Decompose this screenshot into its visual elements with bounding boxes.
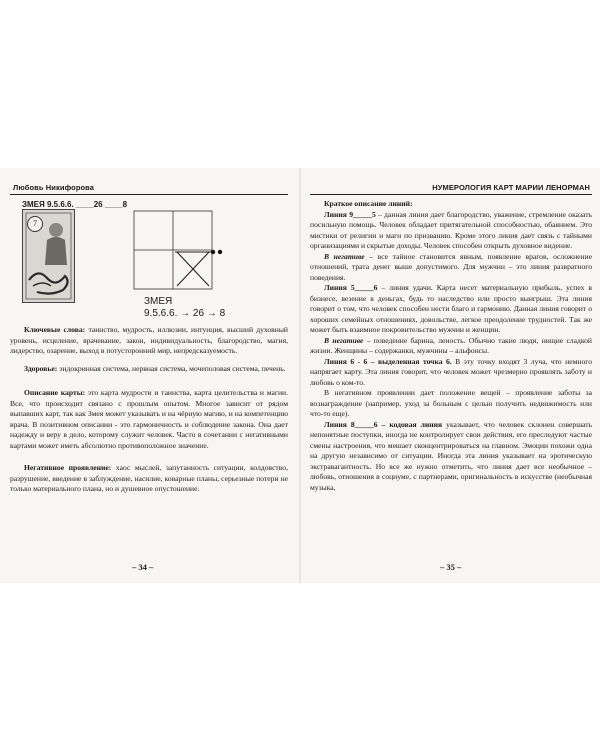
running-head-author: Любовь Никифорова	[10, 183, 288, 195]
line-9-label: Линия 9_____5	[324, 209, 376, 219]
description-text: это карта мудрости и таинства, карта целительства и магии. Все, что происходит связано с прошлым опытом. Многое зависит от рядом выпавших карт, так как Змея может указывать и на чёрную магию, и на компетенцию врача. В позитивном описании - это гармоничность и соблюдение закона. Она дает надежду и веру в дело, которому служит человек. Часто в сочетании с негативными картами может иметь абсолютно противоположное значение.	[10, 388, 288, 450]
line-9-paragraph	[310, 210, 592, 252]
health-paragraph	[10, 364, 288, 375]
card-number: 7	[27, 216, 43, 232]
line-8-label: Линия 8_____6 – кодовая линия	[324, 419, 443, 429]
keywords-text: таинство, мудрость, иллюзии, интуиция, высший духовный уровень, исцеление, врачевание, закон, индивидуальность, благородство, магия, лидерство, озарение, выход в потусторонний мир, непредсказуемость.	[10, 325, 288, 355]
page-number-left: – 34 –	[132, 562, 154, 572]
card-header: ЗМЕЯ 9.5.6.6. ____26 ____8	[22, 200, 128, 209]
negative-1-text: – все тайное становится явным, появление врагов, осложнение отношений, трата денег выше допустимого. Для мужчин – это линия развратного поведения.	[310, 251, 592, 282]
diagram-caption	[144, 296, 225, 320]
line-8-paragraph	[310, 420, 592, 494]
card-figure-icon	[23, 210, 74, 302]
negative-2-label: В негативе	[324, 335, 364, 345]
line-8-text: указывает, что человек склонен совершать непонятные поступки, иногда не контролирует свои действия, его преследуют частые смены настроения, что мешает сконцентрироваться на главном. Эмоции похожи одна на другую независимо от ситуации. Иногда эта линия указывает на эротическую экстравагантность. Но все же нужно отметить, что линия дает все необычное – любовь, отношения в социуме, с партнерами, оригинальность в искусстве (необычная музыка,	[310, 419, 592, 492]
keywords-paragraph	[10, 325, 288, 357]
line-6-6-text: В эту точку входят 3 луча, что немного напрягает карту. Эта линия говорит, что человек может чрезмерно проявлять заботу и любовь о ком-то.	[310, 356, 592, 387]
line-6-6-paragraph	[310, 357, 592, 389]
line-9-text: – данная линия дает благородство, уважение, стремление оказать посильную помощь. Человек обладает притягательной способностью, обаянием. Это мистики от религии и маги по призванию. Кроме этого линия дает связь с тайными организациями и скрытые доходы. Человек способен открыть духовное видение.	[310, 209, 592, 250]
diagram-formula: 9.5.6.6. → 26 → 8	[144, 308, 226, 319]
negative-2-paragraph	[310, 336, 592, 357]
diagram-title: ЗМЕЯ	[144, 296, 173, 307]
keywords-label: Ключевые слова:	[24, 325, 86, 334]
negative-3-paragraph: В негативном проявлении дает положение вещей – проявление заботы за вознаграждение (например, уход за больным с целью получить недвижимость или что-то еще).	[310, 388, 592, 418]
left-body	[10, 325, 288, 495]
negative-1-label: В негативе	[324, 251, 365, 261]
page-number-right: – 35 –	[440, 562, 462, 572]
health-text: эндокринная система, нервная система, мочеполовая система, печень.	[59, 363, 286, 373]
snake-card-illustration	[22, 209, 75, 303]
negative-1-paragraph	[310, 252, 592, 284]
line-5-paragraph	[310, 283, 592, 336]
negative-2-text: – поведение барина, леность. Обычно такие люди, нищие сладкой жизни. Женщины – содержанки, мужчины – альфонсы.	[310, 335, 592, 355]
left-page	[10, 183, 288, 211]
line-6-6-label: Линия 6 - 6 – выделенная точка 6.	[324, 356, 452, 366]
health-label: Здоровье:	[24, 363, 58, 373]
negative-text: хаос мыслей, запутанность ситуации, колдовство, разрушение, введение в заблуждение, насилие, коварные планы, серьезные потери не только материального плана, но и душевное опустошение.	[10, 463, 288, 493]
book-gutter	[299, 168, 301, 583]
line-5-text: – линия удачи. Карта несет материальную прибыль, успех в бизнесе, везение в деньгах, будь то наследство или просто выигрыш. Эта линия говорит о том, что человек способен нести благо и гармонию. Данная линия говорит о хороших семейных отношениях, довольстве, легкое преодоление трудностей. Так же может быть взаимное покровительство мужчин и женщин.	[310, 283, 592, 334]
numerology-diagram	[133, 208, 223, 293]
description-paragraph	[10, 388, 288, 451]
line-5-label: Линия 5_____6	[324, 283, 378, 292]
lines-intro: Краткое описание линий:	[324, 199, 413, 208]
running-head-title: НУМЕРОЛОГИЯ КАРТ МАРИИ ЛЕНОРМАН	[310, 183, 592, 195]
negative-paragraph	[10, 463, 288, 495]
negative-label: Негативное проявление:	[24, 463, 112, 472]
description-label: Описание карты:	[24, 388, 86, 397]
right-page	[310, 183, 592, 493]
